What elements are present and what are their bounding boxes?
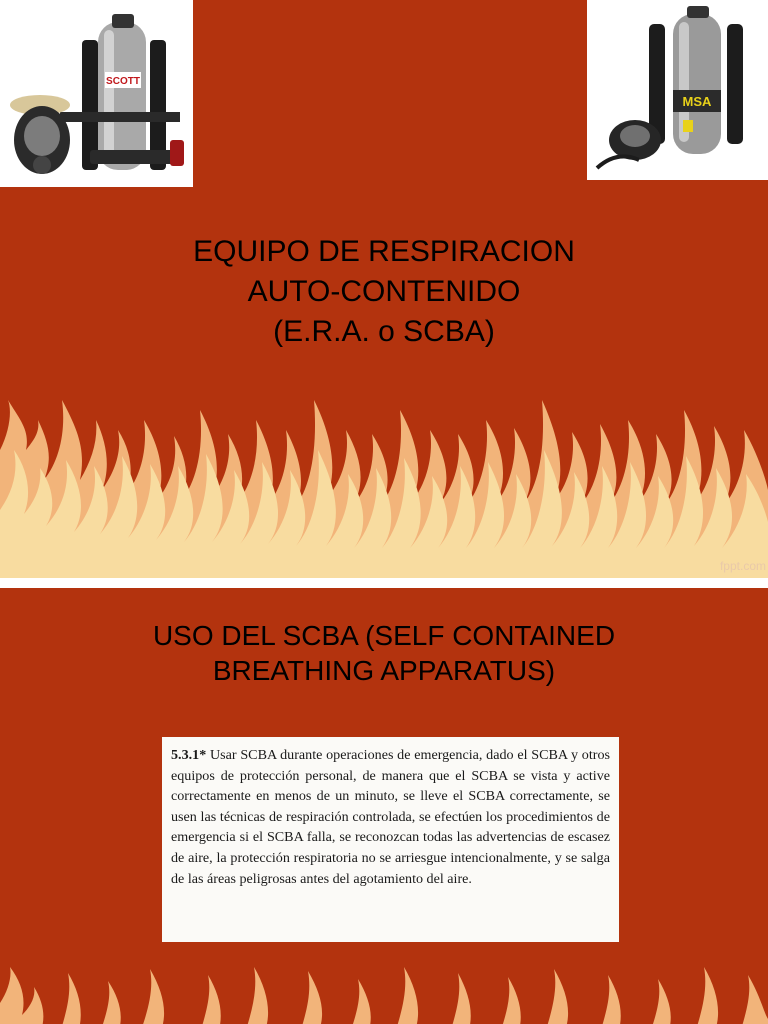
- scott-logo: SCOTT: [106, 76, 140, 87]
- scba-photo-left: [0, 0, 193, 187]
- flame-border: [0, 390, 768, 578]
- slide-heading: USO DEL SCBA (SELF CONTAINED BREATHING APPARATUS): [152, 620, 616, 686]
- slide-divider: [0, 578, 768, 588]
- slide-title-text: EQUIPO DE RESPIRACION AUTO-CONTENIDO (E.R.A. o SCBA): [193, 235, 575, 348]
- flame-border-bottom: [0, 963, 768, 1024]
- scba-photo-right: [587, 0, 768, 180]
- standard-excerpt: [162, 737, 619, 942]
- fppt-watermark: fppt.com: [719, 559, 766, 573]
- excerpt-body: Usar SCBA durante operaciones de emergencia, dado el SCBA y otros equipos de protección personal, de manera que el SCBA se vista y active correctamente en menos de un minuto, se lleve el SCBA correctamente, se usen las técnicas de respiración controlada, se efectúen los procedimientos de emergencia si el SCBA falla, se reconozcan todas las advertencias de escasez de aire, la protección respiratoria no se arriesgue intencionalmente, y se salga de las áreas peligrosas antes del agotamiento del aire.: [171, 747, 610, 887]
- msa-logo: MSA: [682, 94, 712, 109]
- slide-scba-use: [0, 588, 768, 1024]
- excerpt-reference: 5.3.1*: [171, 747, 207, 763]
